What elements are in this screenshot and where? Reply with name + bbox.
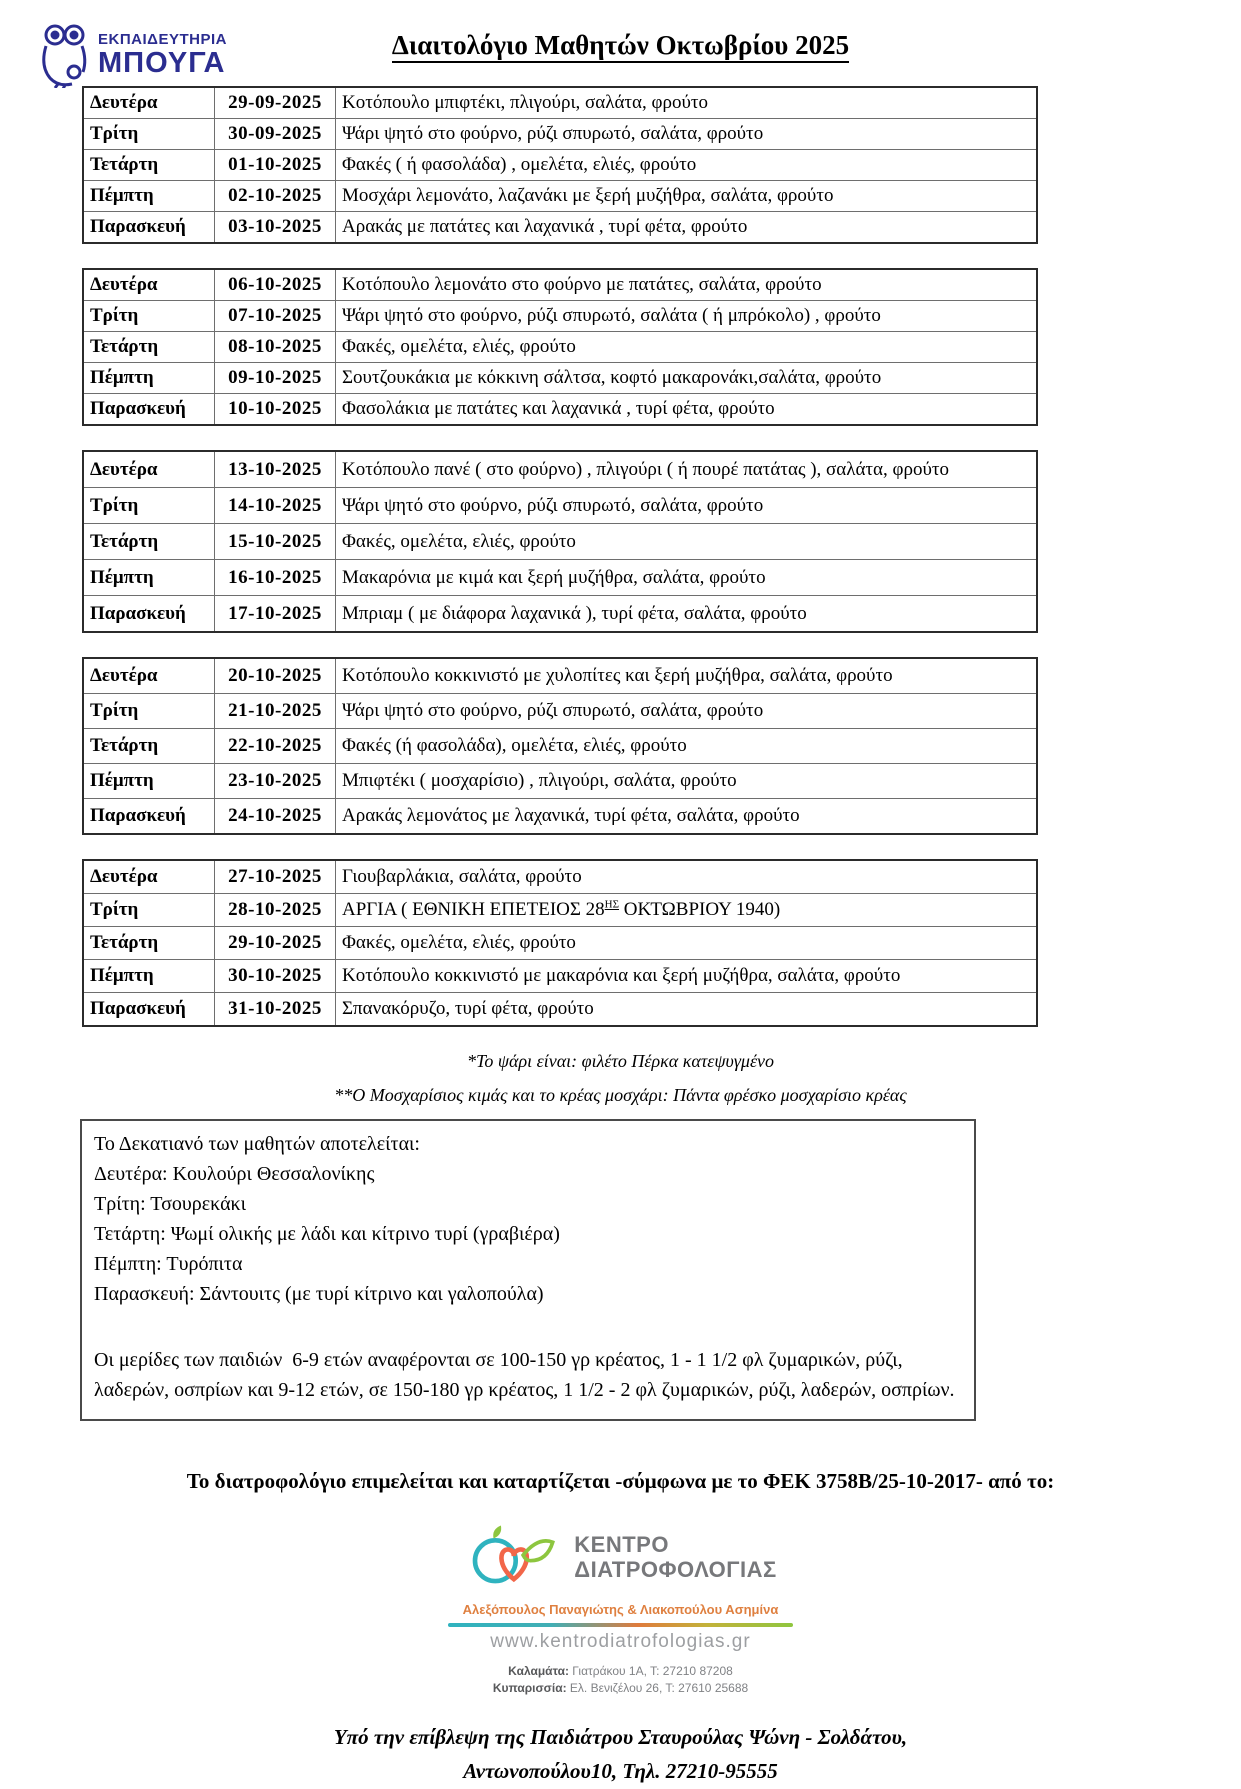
menu-row <box>83 394 1037 426</box>
center-name-line2: ΔΙΑΤΡΟΦΟΛΟΓΙΑΣ <box>574 1557 777 1582</box>
center-owners: Αλεξόπουλος Παναγιώτης & Λιακοπούλου Ασημίνα <box>462 1602 779 1617</box>
menu-row <box>83 658 1037 694</box>
day-cell: Δευτέρα <box>83 269 215 301</box>
note-line: **Ο Μοσχαρίσιος κιμάς και το κρέας μοσχάρι: Πάντα φρέσκο μοσχαρίσιο κρέας <box>334 1085 907 1105</box>
week-table <box>82 86 1038 244</box>
snack-line: Πέμπτη: Τυρόπιτα <box>94 1253 243 1275</box>
snack-line: Τετάρτη: Ψωμί ολικής με λάδι και κίτρινο τυρί (γραβιέρα) <box>94 1223 560 1245</box>
menu-row <box>83 694 1037 729</box>
date-cell: 30-10-2025 <box>215 960 336 993</box>
day-cell: Πέμπτη <box>83 764 215 799</box>
day-cell: Δευτέρα <box>83 860 215 894</box>
day-cell: Παρασκευή <box>83 596 215 633</box>
day-cell: Τρίτη <box>83 119 215 150</box>
menu-cell: Ψάρι ψητό στο φούρνο, ρύζι σπυρωτό, σαλάτα, φρούτο <box>336 119 1038 150</box>
day-cell: Τρίτη <box>83 894 215 927</box>
snack-box <box>80 1119 976 1421</box>
menu-row <box>83 960 1037 993</box>
date-cell: 13-10-2025 <box>215 451 336 488</box>
menu-cell: Κοτόπουλο πανέ ( στο φούρνο) , πλιγούρι ( ή πουρέ πατάτας ), σαλάτα, φρούτο <box>336 451 1038 488</box>
day-cell: Τετάρτη <box>83 524 215 560</box>
menu-cell: Κοτόπουλο λεμονάτο στο φούρνο με πατάτες, σαλάτα, φρούτο <box>336 269 1038 301</box>
menu-cell: Φακές (ή φασολάδα), ομελέτα, ελιές, φρούτο <box>336 729 1038 764</box>
menu-cell: Κοτόπουλο κοκκινιστό με χυλοπίτες και ξερή μυζήθρα, σαλάτα, φρούτο <box>336 658 1038 694</box>
date-cell: 20-10-2025 <box>215 658 336 694</box>
menu-cell: Μακαρόνια με κιμά και ξερή μυζήθρα, σαλάτα, φρούτο <box>336 560 1038 596</box>
menu-row <box>83 894 1037 927</box>
date-cell: 01-10-2025 <box>215 150 336 181</box>
day-cell: Τρίτη <box>83 488 215 524</box>
week-table <box>82 268 1038 426</box>
menu-cell: Ψάρι ψητό στο φούρνο, ρύζι σπυρωτό, σαλάτα, φρούτο <box>336 488 1038 524</box>
center-name <box>574 1532 776 1583</box>
day-cell: Πέμπτη <box>83 560 215 596</box>
menu-row <box>83 927 1037 960</box>
menu-cell: Ψάρι ψητό στο φούρνο, ρύζι σπυρωτό, σαλάτα, φρούτο <box>336 694 1038 729</box>
menu-row <box>83 729 1037 764</box>
day-cell: Παρασκευή <box>83 212 215 244</box>
snack-lines <box>94 1129 962 1309</box>
date-cell: 14-10-2025 <box>215 488 336 524</box>
supervision-line2: Αντωνοπούλου10, Τηλ. 27210-95555 <box>463 1759 778 1784</box>
center-website: www.kentrodiatrofologias.gr <box>490 1631 751 1652</box>
menu-cell: Σουτζουκάκια με κόκκινη σάλτσα, κοφτό μακαρονάκι,σαλάτα, φρούτο <box>336 363 1038 394</box>
menu-cell: Φακές, ομελέτα, ελιές, φρούτο <box>336 332 1038 363</box>
menu-tables <box>82 86 1241 1027</box>
supervision-line1: Υπό την επίβλεψη της Παιδιάτρου Σταυρούλας Ψώνη - Σολδάτου, <box>333 1724 908 1749</box>
date-cell: 29-10-2025 <box>215 927 336 960</box>
attribution-line: Το διατροφολόγιο επιμελείται και καταρτίζεται -σύμφωνα με το ΦΕΚ 3758Β/25-10-2017- από το: <box>186 1469 1055 1493</box>
apple-heart-leaf-icon <box>464 1520 560 1594</box>
date-cell: 27-10-2025 <box>215 860 336 894</box>
menu-cell: Μπιφτέκι ( μοσχαρίσιο) , πλιγούρι, σαλάτα, φρούτο <box>336 764 1038 799</box>
snack-line: Τρίτη: Τσουρεκάκι <box>94 1193 247 1215</box>
snack-line: Το Δεκατιανό των μαθητών αποτελείται: <box>94 1133 420 1155</box>
center-contacts <box>0 1663 1241 1698</box>
week-table <box>82 859 1038 1027</box>
snack-line: Δευτέρα: Κουλούρι Θεσσαλονίκης <box>94 1163 375 1185</box>
day-cell: Τρίτη <box>83 301 215 332</box>
date-cell: 28-10-2025 <box>215 894 336 927</box>
day-cell: Τετάρτη <box>83 150 215 181</box>
menu-cell: Αρακάς λεμονάτος με λαχανικά, τυρί φέτα, σαλάτα, φρούτο <box>336 799 1038 835</box>
week-table <box>82 657 1038 835</box>
day-cell: Πέμπτη <box>83 181 215 212</box>
date-cell: 08-10-2025 <box>215 332 336 363</box>
menu-row <box>83 181 1037 212</box>
menu-cell: Γιουβαρλάκια, σαλάτα, φρούτο <box>336 860 1038 894</box>
contact-kalamata: Καλαμάτα: Γιατράκου 1Α, Τ: 27210 87208 <box>508 1664 733 1678</box>
date-cell: 07-10-2025 <box>215 301 336 332</box>
school-name-line1: ΕΚΠΑΙΔΕΥΤΗΡΙΑ <box>98 31 227 48</box>
day-cell: Δευτέρα <box>83 451 215 488</box>
date-cell: 30-09-2025 <box>215 119 336 150</box>
menu-cell: Φακές, ομελέτα, ελιές, φρούτο <box>336 927 1038 960</box>
supervision-note <box>0 1720 1241 1789</box>
school-name-line2: ΜΠΟΥΓΑ <box>98 47 226 79</box>
date-cell: 29-09-2025 <box>215 87 336 119</box>
menu-cell: Μπριαμ ( με διάφορα λαχανικά ), τυρί φέτα, σαλάτα, φρούτο <box>336 596 1038 633</box>
menu-row <box>83 524 1037 560</box>
day-cell: Τρίτη <box>83 694 215 729</box>
page-title: Διαιτολόγιο Μαθητών Οκτωβρίου 2025 <box>0 30 1241 61</box>
menu-row <box>83 212 1037 244</box>
date-cell: 03-10-2025 <box>215 212 336 244</box>
date-cell: 16-10-2025 <box>215 560 336 596</box>
menu-cell: Κοτόπουλο μπιφτέκι, πλιγούρι, σαλάτα, φρούτο <box>336 87 1038 119</box>
day-cell: Τετάρτη <box>83 332 215 363</box>
menu-row <box>83 993 1037 1027</box>
menu-cell: Φακές, ομελέτα, ελιές, φρούτο <box>336 524 1038 560</box>
menu-row <box>83 269 1037 301</box>
menu-cell: ΑΡΓΙΑ ( ΕΘΝΙΚΗ ΕΠΕΤΕΙΟΣ $28^{H\Sigma}$ ΟΚΤΩΒΡΙΟΥ 1940) <box>336 894 1038 927</box>
notes <box>0 1051 1241 1106</box>
day-cell: Δευτέρα <box>83 658 215 694</box>
menu-row <box>83 332 1037 363</box>
date-cell: 02-10-2025 <box>215 181 336 212</box>
center-name-line1: ΚΕΝΤΡΟ <box>574 1531 669 1557</box>
header <box>0 0 1241 86</box>
day-cell: Πέμπτη <box>83 363 215 394</box>
nutrition-center-logo <box>0 1520 1241 1698</box>
menu-cell: Αρακάς με πατάτες και λαχανικά , τυρί φέτα, φρούτο <box>336 212 1038 244</box>
day-cell: Τετάρτη <box>83 729 215 764</box>
menu-row <box>83 451 1037 488</box>
menu-cell: Φασολάκια με πατάτες και λαχανικά , τυρί φέτα, φρούτο <box>336 394 1038 426</box>
date-cell: 21-10-2025 <box>215 694 336 729</box>
menu-row <box>83 488 1037 524</box>
menu-row <box>83 799 1037 835</box>
snack-line: Παρασκευή: Σάντουιτς (με τυρί κίτρινο και γαλοπούλα) <box>94 1283 544 1305</box>
menu-cell: Κοτόπουλο κοκκινιστό με μακαρόνια και ξερή μυζήθρα, σαλάτα, φρούτο <box>336 960 1038 993</box>
menu-row <box>83 596 1037 633</box>
date-cell: 06-10-2025 <box>215 269 336 301</box>
menu-row <box>83 150 1037 181</box>
day-cell: Παρασκευή <box>83 394 215 426</box>
menu-row <box>83 764 1037 799</box>
date-cell: 22-10-2025 <box>215 729 336 764</box>
menu-cell: Μοσχάρι λεμονάτο, λαζανάκι με ξερή μυζήθρα, σαλάτα, φρούτο <box>336 181 1038 212</box>
menu-row <box>83 860 1037 894</box>
date-cell: 24-10-2025 <box>215 799 336 835</box>
date-cell: 15-10-2025 <box>215 524 336 560</box>
date-cell: 31-10-2025 <box>215 993 336 1027</box>
menu-row <box>83 363 1037 394</box>
menu-row <box>83 87 1037 119</box>
menu-cell: Ψάρι ψητό στο φούρνο, ρύζι σπυρωτό, σαλάτα ( ή μπρόκολο) , φρούτο <box>336 301 1038 332</box>
date-cell: 10-10-2025 <box>215 394 336 426</box>
date-cell: 09-10-2025 <box>215 363 336 394</box>
date-cell: 17-10-2025 <box>215 596 336 633</box>
gradient-divider <box>448 1623 793 1627</box>
menu-row <box>83 301 1037 332</box>
menu-row <box>83 119 1037 150</box>
day-cell: Παρασκευή <box>83 799 215 835</box>
menu-row <box>83 560 1037 596</box>
day-cell: Πέμπτη <box>83 960 215 993</box>
note-line: *Το ψάρι είναι: φιλέτο Πέρκα κατεψυγμένο <box>466 1051 775 1071</box>
day-cell: Δευτέρα <box>83 87 215 119</box>
contact-kyparissia: Κυπαρισσία: Ελ. Βενιζέλου 26, Τ: 27610 25688 <box>492 1681 749 1696</box>
day-cell: Παρασκευή <box>83 993 215 1027</box>
date-cell: 23-10-2025 <box>215 764 336 799</box>
portions-text: Οι μερίδες των παιδιών 6-9 ετών αναφέρονται σε 100-150 γρ κρέατος, 1 - 1 1/2 φλ ζυμαρικών, ρύζι, λαδερών, οσπρίων και 9-12 ετών, σε 150-180 γρ κρέατος, 1 1/2 - 2 φλ ζυμαρικών, ρύζι, λαδερών, οσπρίων. <box>94 1349 955 1401</box>
menu-cell: Φακές ( ή φασολάδα) , ομελέτα, ελιές, φρούτο <box>336 150 1038 181</box>
week-table <box>82 450 1038 633</box>
menu-cell: Σπανακόρυζο, τυρί φέτα, φρούτο <box>336 993 1038 1027</box>
day-cell: Τετάρτη <box>83 927 215 960</box>
